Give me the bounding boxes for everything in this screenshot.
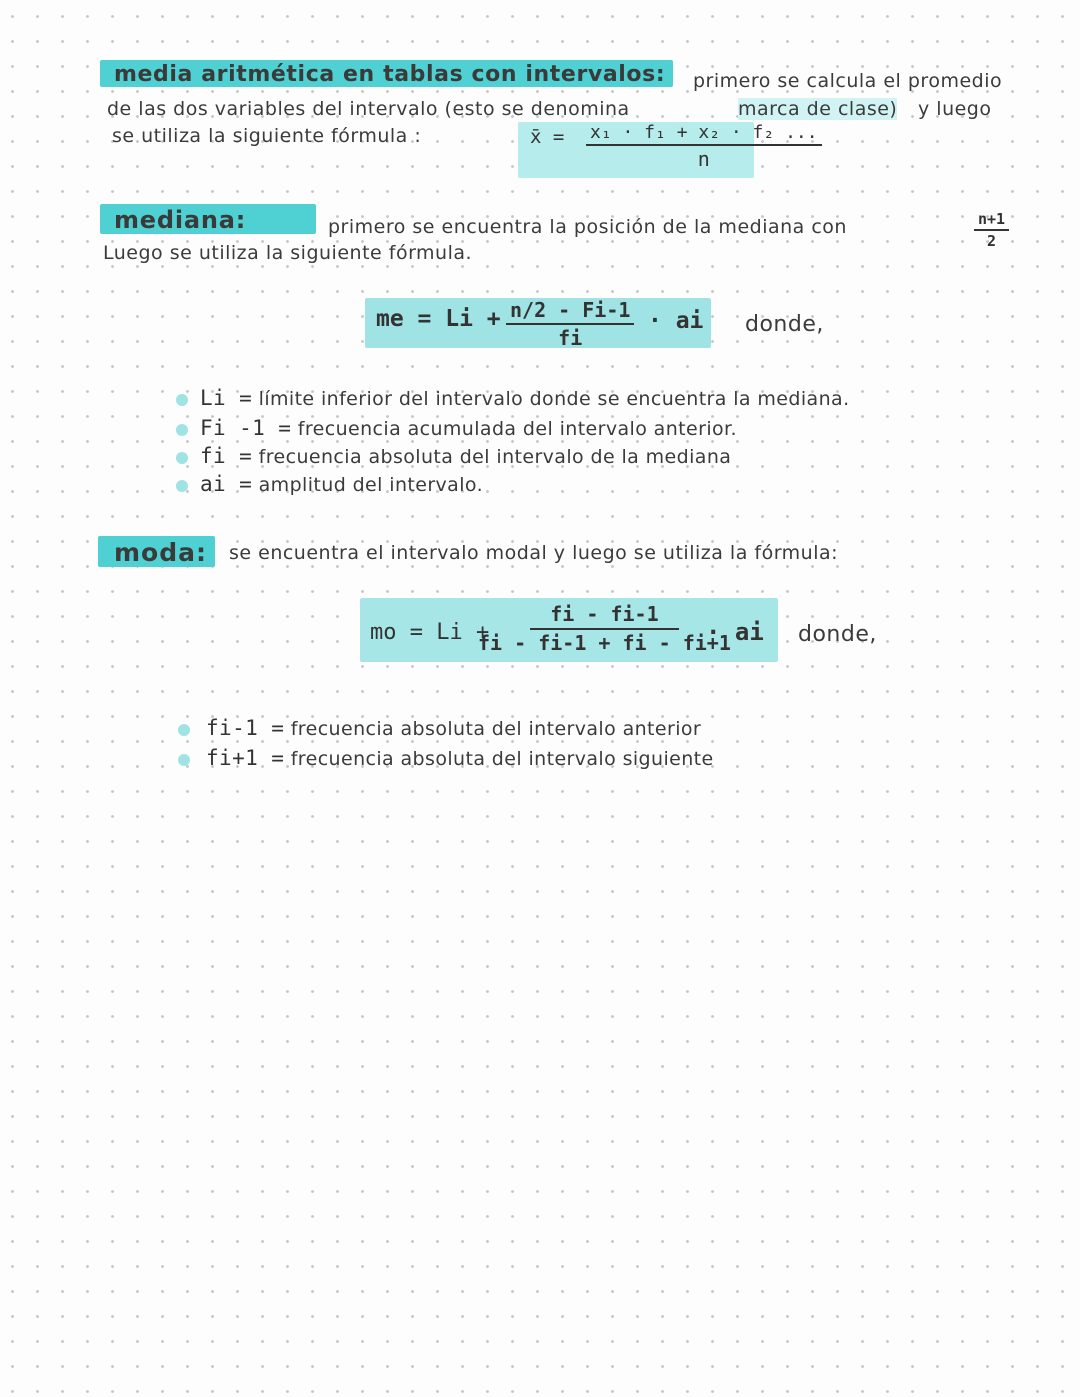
- moda-line-1: se encuentra el intervalo modal y luego se utiliza la fórmula:: [229, 542, 839, 564]
- definition-term: fi-1 =: [206, 716, 285, 740]
- moda-donde: donde,: [798, 622, 877, 647]
- media-line-1: primero se calcula el promedio: [693, 70, 1003, 92]
- moda-definition-list: [170, 716, 870, 776]
- mediana-position-fraction: [974, 210, 1009, 250]
- mediana-line-1: primero se encuentra la posición de la mediana con: [328, 216, 847, 238]
- moda-formula-denominator: fi - fi-1 + fi - fi+1: [478, 631, 731, 655]
- media-formula-lhs: x̄ =: [530, 126, 565, 148]
- moda-formula-lhs: mo = Li +: [370, 620, 490, 645]
- definition-term: fi =: [200, 444, 253, 468]
- media-line-2a: de las dos variables del intervalo (esto se denomina: [107, 98, 630, 120]
- media-line-2b: y luego: [918, 98, 992, 120]
- moda-formula-fraction: [478, 602, 731, 655]
- bullet-icon: [176, 480, 188, 492]
- moda-formula-numerator: fi - fi-1: [530, 602, 678, 630]
- media-line-3: se utiliza la siguiente fórmula :: [112, 125, 422, 147]
- definition-text: límite inferior del intervalo donde se encuentra la mediana.: [258, 388, 850, 410]
- definition-term: Fi -1 =: [200, 416, 292, 440]
- mediana-formula-fraction: [506, 298, 634, 350]
- bullet-icon: [178, 754, 190, 766]
- bullet-icon: [176, 394, 188, 406]
- bullet-icon: [178, 724, 190, 736]
- media-heading: media aritmética en tablas con intervalos:: [100, 60, 673, 87]
- mediana-position-numerator: n+1: [974, 210, 1009, 231]
- bullet-icon: [176, 424, 188, 436]
- definition-text: frecuencia acumulada del intervalo anterior.: [297, 418, 737, 440]
- mediana-position-denominator: 2: [987, 232, 997, 250]
- definition-text: amplitud del intervalo.: [258, 474, 484, 496]
- definition-term: ai =: [200, 472, 253, 496]
- mediana-formula-numerator: n/2 - Fi-1: [506, 298, 634, 325]
- mediana-formula-lhs: me = Li +: [376, 306, 501, 332]
- definition-text: frecuencia absoluta del intervalo de la mediana: [258, 446, 732, 468]
- media-section: [0, 0, 1080, 190]
- bullet-icon: [176, 452, 188, 464]
- mediana-formula-rhs: · ai: [648, 308, 704, 334]
- mediana-section: [0, 190, 1080, 530]
- media-formula-numerator: x₁ · f₁ + x₂ · f₂ ...: [586, 122, 822, 146]
- moda-formula-rhs: · ai: [706, 618, 764, 646]
- mediana-formula-denominator: fi: [558, 326, 583, 350]
- moda-heading: moda:: [98, 536, 215, 567]
- mediana-heading: mediana:: [100, 204, 316, 234]
- media-formula-denominator: n: [697, 147, 710, 171]
- mediana-definition-list: [170, 386, 990, 506]
- media-formula-fraction: [586, 122, 822, 171]
- mediana-line-2: Luego se utiliza la siguiente fórmula.: [103, 242, 473, 264]
- definition-term: fi+1 =: [206, 746, 285, 770]
- moda-section: [0, 530, 1080, 790]
- media-marca-de-clase: marca de clase): [738, 98, 898, 120]
- mediana-donde: donde,: [745, 312, 824, 337]
- definition-term: Li =: [200, 386, 253, 410]
- definition-text: frecuencia absoluta del intervalo anterior: [290, 718, 702, 740]
- definition-text: frecuencia absoluta del intervalo siguiente: [290, 748, 714, 770]
